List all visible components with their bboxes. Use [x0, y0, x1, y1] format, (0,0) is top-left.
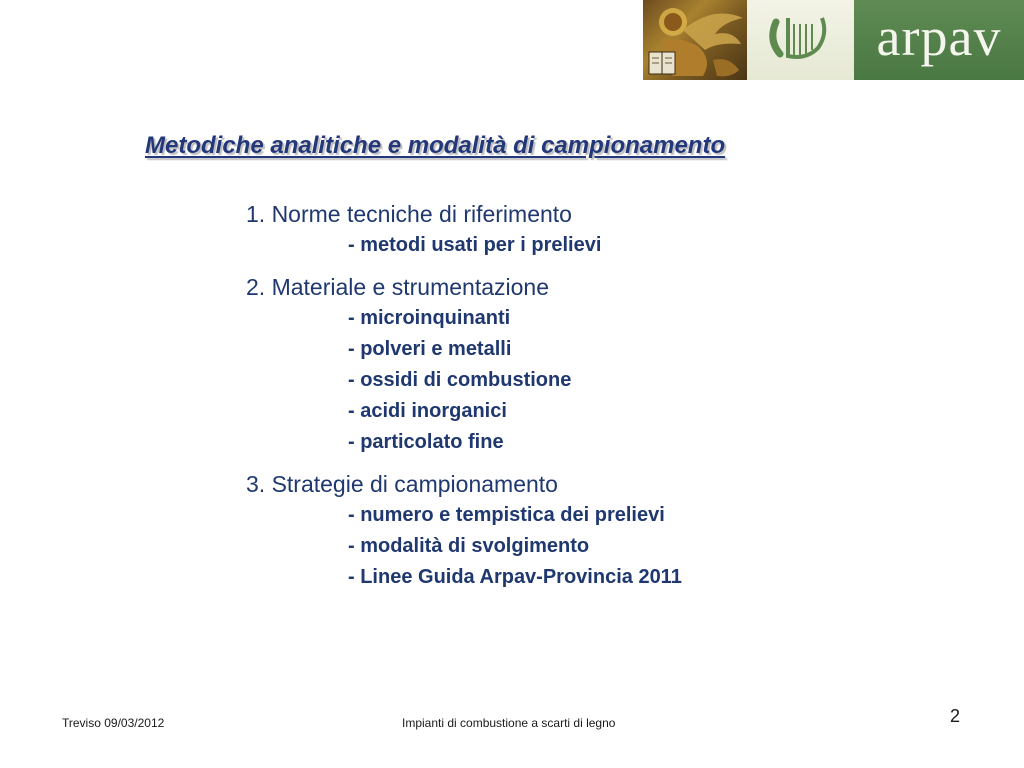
section-strategie — [246, 468, 846, 593]
arpav-logo — [643, 0, 1024, 80]
list-item: - polveri e metalli — [348, 338, 512, 360]
sub-list — [246, 500, 846, 593]
list-item: - Linee Guida Arpav-Provincia 2011 — [348, 566, 682, 588]
list-item: - microinquinanti — [348, 307, 511, 329]
sub-list — [246, 230, 846, 261]
sub-list — [246, 303, 846, 458]
outline — [246, 198, 846, 603]
list-item: - ossidi di combustione — [348, 369, 572, 391]
list-item: - metodi usati per i prelievi — [348, 234, 602, 256]
logo-name-text: arpav — [876, 7, 1002, 67]
section-materiale — [246, 271, 846, 458]
winged-lion-emblem — [643, 0, 747, 80]
arpav-harp-icon — [766, 10, 836, 70]
logo-wordmark — [854, 0, 1024, 80]
section-heading: 1. Norme tecniche di riferimento — [246, 201, 572, 227]
arpav-mark — [747, 0, 854, 80]
list-item: - particolato fine — [348, 431, 504, 453]
section-norme — [246, 198, 846, 261]
list-item: - modalità di svolgimento — [348, 535, 590, 557]
page-number: 2 — [950, 706, 961, 726]
section-heading: 2. Materiale e strumentazione — [246, 274, 549, 300]
winged-lion-icon — [643, 0, 747, 80]
footer-date: Treviso 09/03/2012 — [62, 716, 165, 730]
footer-presentation-title: Impianti di combustione a scarti di legno — [402, 716, 616, 730]
section-heading: 3. Strategie di campionamento — [246, 471, 558, 497]
list-item: - numero e tempistica dei prelievi — [348, 504, 665, 526]
list-item: - acidi inorganici — [348, 400, 507, 422]
slide-title: Metodiche analitiche e modalità di campionamento — [145, 132, 726, 159]
